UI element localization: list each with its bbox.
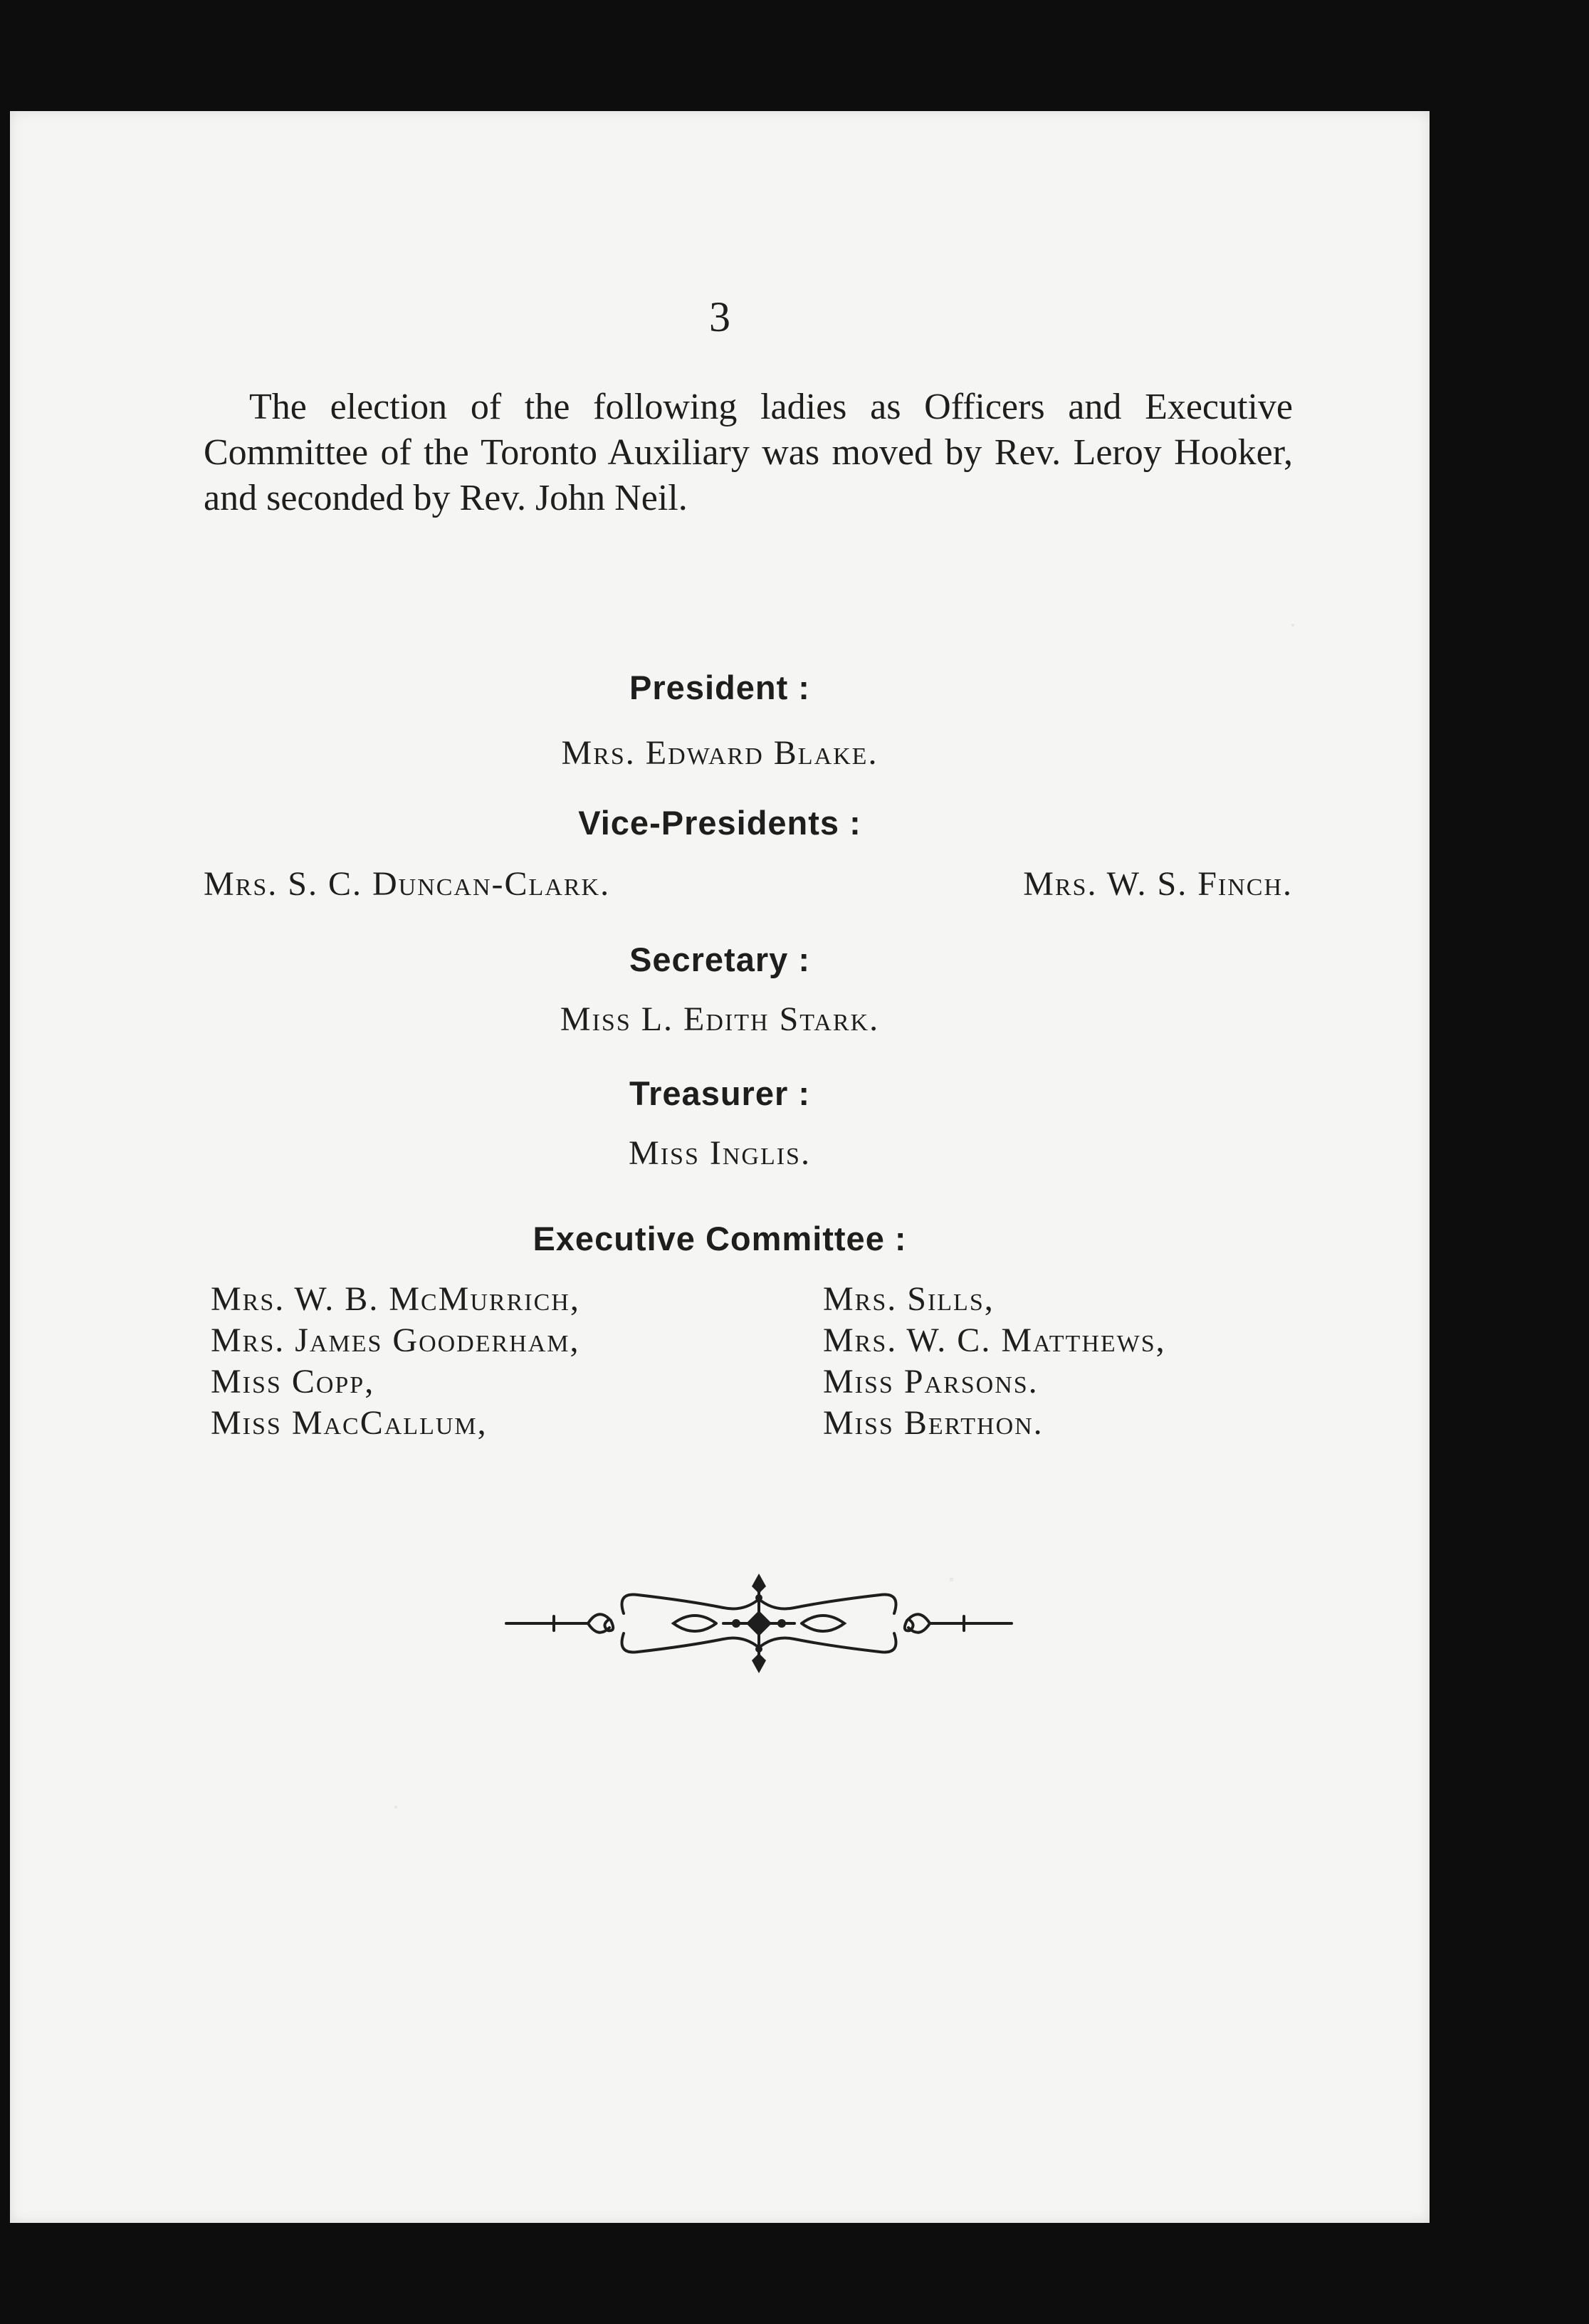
- ornament-divider-icon: [503, 1566, 1015, 1680]
- vice-president-left: Mrs. S. C. Duncan-Clark.: [204, 865, 611, 903]
- executive-committee-left-list: [211, 1279, 580, 1444]
- list-item: Mrs. W. B. McMurrich,: [211, 1280, 580, 1318]
- executive-committee-right-list: [823, 1279, 1166, 1444]
- page-number: 3: [709, 293, 730, 340]
- secretary-heading: Secretary :: [629, 941, 810, 978]
- secretary-name: Miss L. Edith Stark.: [560, 1000, 880, 1038]
- list-item: Miss MacCallum,: [211, 1404, 488, 1442]
- list-item: Mrs. W. C. Matthews,: [823, 1321, 1166, 1359]
- paper-speck: [950, 1578, 953, 1581]
- intro-paragraph: The election of the following ladies as Officers and Executive Committee of the Toronto Auxiliary was moved by Rev. Leroy Hooker, and seconded by Rev. John Neil.: [204, 387, 1293, 518]
- president-name: Mrs. Edward Blake.: [561, 734, 879, 772]
- paper-speck: [394, 1806, 397, 1809]
- document-page: [10, 111, 1430, 2223]
- vice-president-right: Mrs. W. S. Finch.: [1023, 865, 1293, 903]
- vice-presidents-heading: Vice-Presidents :: [578, 804, 861, 842]
- list-item: Mrs. James Gooderham,: [211, 1321, 580, 1359]
- list-item: Miss Parsons.: [823, 1363, 1039, 1401]
- executive-committee-heading: Executive Committee :: [533, 1220, 907, 1257]
- treasurer-heading: Treasurer :: [629, 1074, 810, 1112]
- paper-speck: [1291, 624, 1294, 627]
- list-item: Miss Berthon.: [823, 1404, 1044, 1442]
- treasurer-name: Miss Inglis.: [629, 1134, 811, 1172]
- president-heading: President :: [629, 669, 810, 706]
- list-item: Mrs. Sills,: [823, 1280, 995, 1318]
- list-item: Miss Copp,: [211, 1363, 375, 1401]
